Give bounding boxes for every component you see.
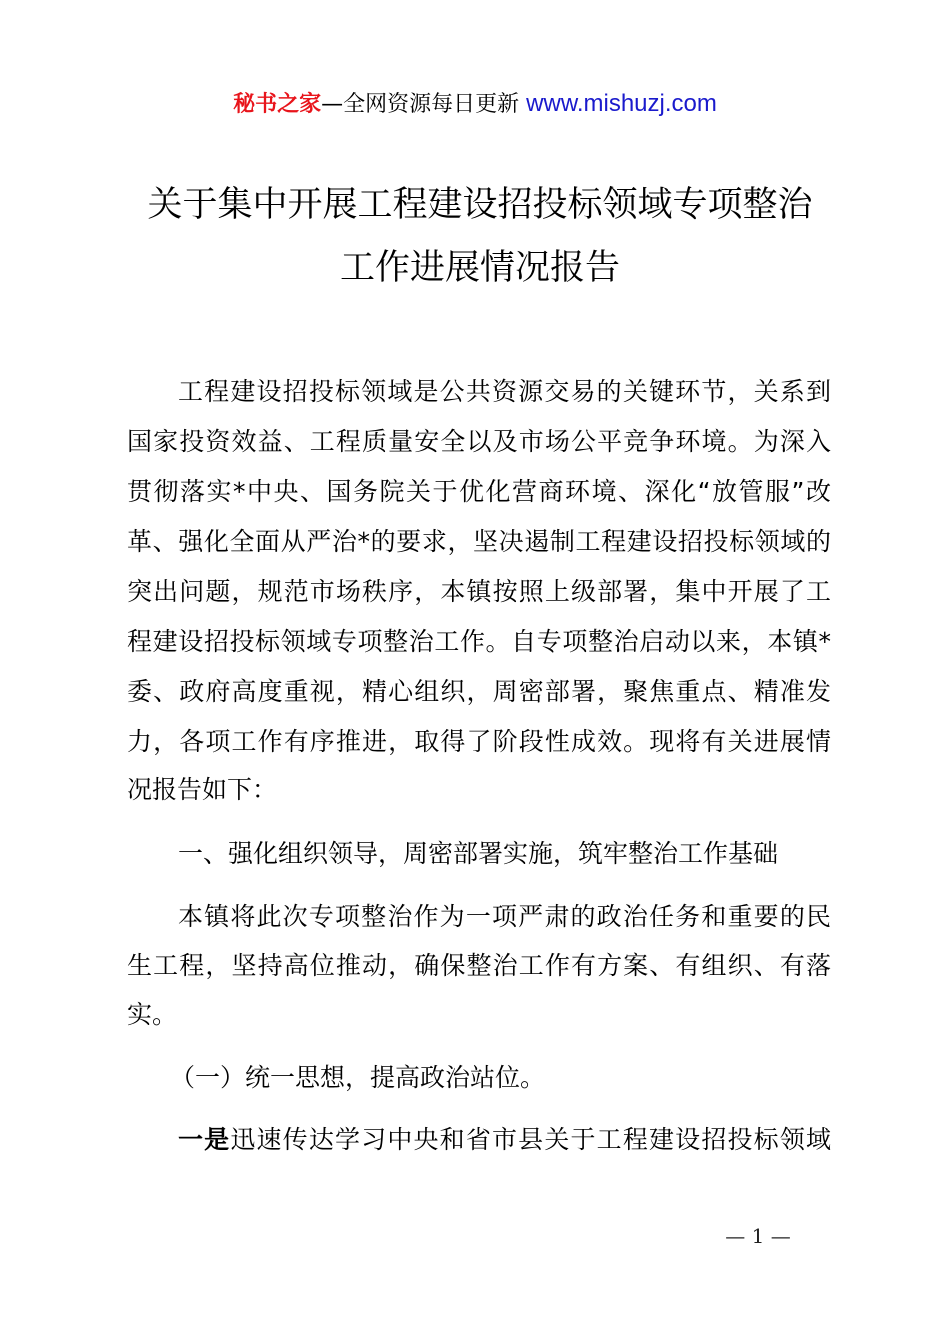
tagline: —全网资源每日更新 bbox=[321, 92, 527, 117]
intro-line: 突出问题，规范市场秩序，本镇按照上级部署，集中开展了工 bbox=[127, 577, 831, 606]
intro-line: 况报告如下： bbox=[127, 775, 278, 804]
intro-line: 程建设招投标领域专项整治工作。自专项整治启动以来，本镇* bbox=[127, 627, 831, 656]
site-url-link[interactable]: www.mishuzj.com bbox=[526, 90, 717, 117]
section-heading: 一、强化组织领导，周密部署实施，筑牢整治工作基础 bbox=[178, 839, 779, 868]
intro-line: 革、强化全面从严治*的要求，坚决遏制工程建设招投标领域的 bbox=[127, 527, 831, 556]
section-para-line: 实。 bbox=[127, 1000, 178, 1029]
intro-line: 工程建设招投标领域是公共资源交易的关键环节，关系到 bbox=[178, 377, 831, 406]
brand-name: 秘书之家 bbox=[233, 92, 322, 117]
intro-line: 力，各项工作有序推进，取得了阶段性成效。现将有关进展情 bbox=[127, 727, 831, 756]
intro-line: 委、政府高度重视，精心组织，周密部署，聚焦重点、精准发 bbox=[127, 677, 831, 706]
section-para-line: 本镇将此次专项整治作为一项严肃的政治任务和重要的民 bbox=[178, 902, 831, 931]
intro-line: 贯彻落实*中央、国务院关于优化营商环境、深化“放管服”改 bbox=[127, 477, 831, 506]
subsection-heading: （一）统一思想，提高政治站位。 bbox=[170, 1063, 546, 1092]
site-header bbox=[0, 88, 950, 121]
point-text: 迅速传达学习中央和省市县关于工程建设招投标领域 bbox=[230, 1125, 831, 1154]
section-para-line: 生工程，坚持高位推动，确保整治工作有方案、有组织、有落 bbox=[127, 951, 831, 980]
document-title-line-2: 工作进展情况报告 bbox=[339, 248, 620, 288]
point-line bbox=[178, 1123, 831, 1157]
document-title-line-1: 关于集中开展工程建设招投标领域专项整治 bbox=[147, 185, 813, 225]
intro-line: 国家投资效益、工程质量安全以及市场公平竞争环境。为深入 bbox=[127, 427, 831, 456]
point-label: 一是 bbox=[178, 1125, 231, 1154]
page-number: — 1 — bbox=[725, 1224, 791, 1248]
